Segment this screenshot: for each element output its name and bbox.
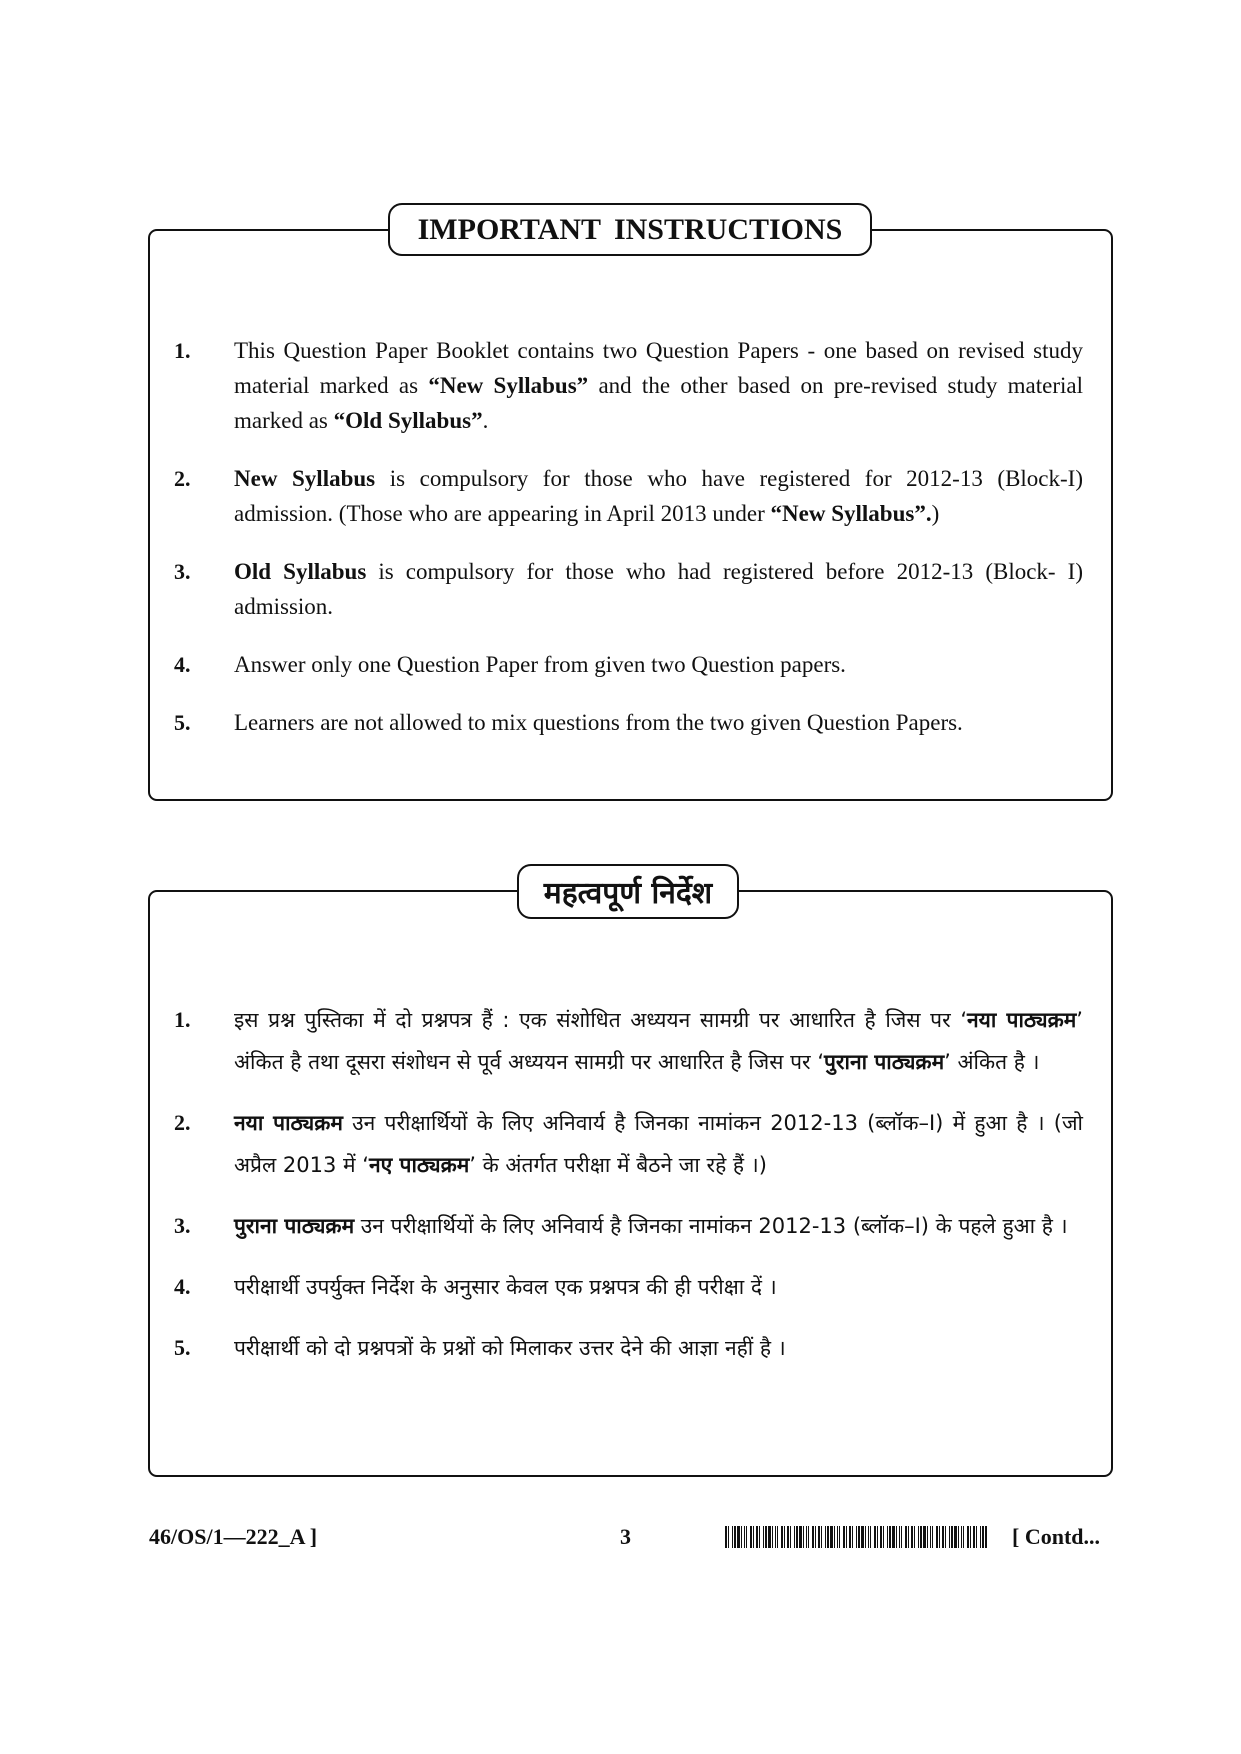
list-item: 5. परीक्षार्थी को दो प्रश्नपत्रों के प्रश्नों को मिलाकर उत्तर देने की आज्ञा नहीं है । <box>174 1327 1083 1369</box>
list-item: 5. Learners are not allowed to mix questions from the two given Question Papers. <box>174 705 1083 740</box>
list-item: 4. Answer only one Question Paper from given two Question papers. <box>174 647 1083 682</box>
continued-label: [ Contd... <box>1012 1524 1101 1549</box>
paper-code: 46/OS/1—222_A ] <box>149 1524 318 1549</box>
list-item: 3. Old Syllabus is compulsory for those who had registered before 2012-13 (Block- I) admission. <box>174 554 1083 624</box>
item-number: 1. <box>174 338 191 363</box>
item-number: 3. <box>174 559 191 584</box>
hindi-instructions-title: महत्वपूर्ण निर्देश <box>517 864 739 919</box>
item-number: 1. <box>174 1007 191 1032</box>
item-number: 4. <box>174 652 191 677</box>
list-item: 2. New Syllabus is compulsory for those who have registered for 2012-13 (Block-I) admission. (Those who are appearing in April 2013 under “New Syllabus”.) <box>174 461 1083 531</box>
item-number: 2. <box>174 466 191 491</box>
list-item: 2. नया पाठ्यक्रम उन परीक्षार्थियों के लिए अनिवार्य है जिनका नामांकन 2012-13 (ब्लॉक–I) में हुआ है । (जो अप्रैल 2013 में ‘नए पाठ्यक्रम’ के अंतर्गत परीक्षा में बैठने जा रहे हैं ।) <box>174 1102 1083 1186</box>
item-number: 2. <box>174 1110 191 1135</box>
list-item: 4. परीक्षार्थी उपर्युक्त निर्देश के अनुसार केवल एक प्रश्नपत्र की ही परीक्षा दें । <box>174 1266 1083 1308</box>
item-number: 4. <box>174 1274 191 1299</box>
item-number: 5. <box>174 1335 191 1360</box>
page-number: 3 <box>620 1524 631 1549</box>
english-instructions-title: IMPORTANT INSTRUCTIONS <box>388 203 872 256</box>
item-number: 3. <box>174 1213 191 1238</box>
item-number: 5. <box>174 710 191 735</box>
list-item: 1. This Question Paper Booklet contains two Question Papers - one based on revised study material marked as “New Syllabus” and the other based on pre-revised study material marked as “Old Syllabus”. <box>174 333 1083 438</box>
list-item: 3. पुराना पाठ्यक्रम उन परीक्षार्थियों के लिए अनिवार्य है जिनका नामांकन 2012-13 (ब्लॉक–I) के पहले हुआ है । <box>174 1205 1083 1247</box>
barcode-icon <box>725 1526 987 1548</box>
list-item: 1. इस प्रश्न पुस्तिका में दो प्रश्नपत्र हैं : एक संशोधित अध्ययन सामग्री पर आधारित है जिस पर ‘नया पाठ्यक्रम’ अंकित है तथा दूसरा संशोधन से पूर्व अध्ययन सामग्री पर आधारित है जिस पर ‘पुराना पाठ्यक्रम’ अंकित है । <box>174 999 1083 1083</box>
english-instructions-list <box>174 333 1083 763</box>
hindi-instructions-list <box>174 999 1083 1388</box>
